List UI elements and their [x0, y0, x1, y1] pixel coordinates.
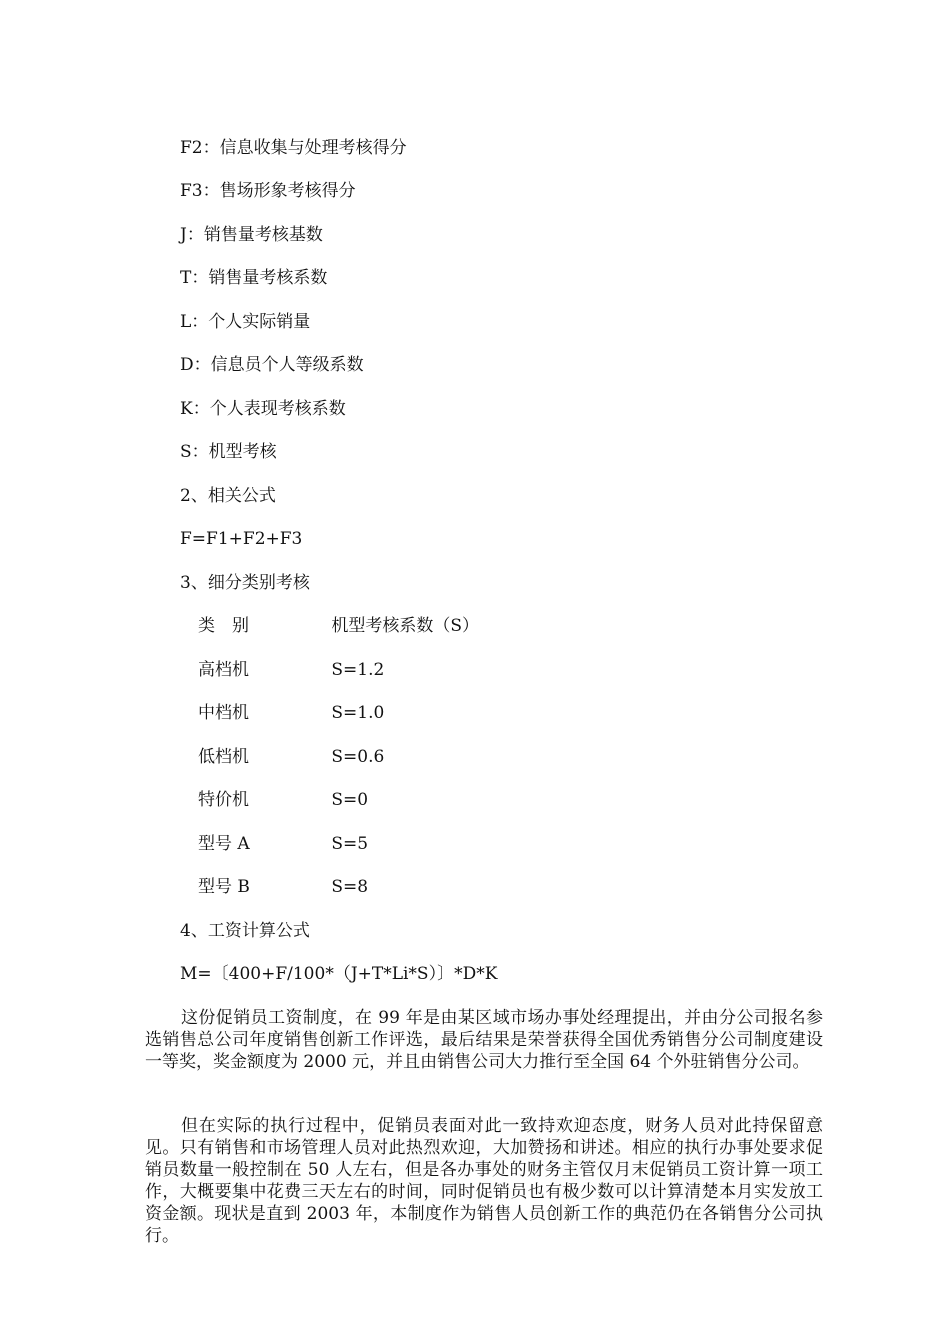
paragraph-history: 这份促销员工资制度，在 99 年是由某区域市场办事处经理提出，并由分公司报名参选销售总公司年度销售创新工作评选，最后结果是荣誉获得全国优秀销售分公司制度建设一等奖，奖金额度为 2000 元，并且由销售公司大力推行至全国 64 个外驻销售分公司。 — [145, 1008, 823, 1072]
definition-l: L：个人实际销量 — [180, 312, 311, 332]
table-row — [198, 789, 368, 811]
definition-t: T：销售量考核系数 — [180, 268, 328, 288]
definition-d: D：信息员个人等级系数 — [180, 355, 364, 375]
table-cell-coefficient: S=1.0 — [331, 703, 385, 723]
table-header-row — [198, 615, 479, 637]
table-cell-coefficient: S=0.6 — [331, 747, 385, 767]
definition-j: J：销售量考核基数 — [180, 225, 323, 245]
formula-f: F=F1+F2+F3 — [180, 529, 303, 549]
table-cell-category: 高档机 — [198, 660, 249, 680]
paragraph-execution: 但在实际的执行过程中，促销员表面对此一致持欢迎态度，财务人员对此持保留意见。只有销售和市场管理人员对此热烈欢迎，大加赞扬和讲述。相应的执行办事处要求促销员数量一般控制在 50 人左右，但是各办事处的财务主管仅月末促销员工资计算一项工作，大概要集中花费三天左右的时间，同时促销员也有极少数可以计算清楚本月实发放工资金额。现状是直到 2003 年，本制度作为销售人员创新工作的典范仍在各销售分公司执行。 — [145, 1116, 823, 1246]
table-cell-category: 特价机 — [198, 790, 249, 810]
definition-f2: F2：信息收集与处理考核得分 — [180, 138, 407, 158]
table-cell-coefficient: S=8 — [331, 877, 369, 897]
table-row — [198, 876, 368, 898]
definition-f3: F3：售场形象考核得分 — [180, 181, 356, 201]
table-cell-category: 中档机 — [198, 703, 249, 723]
table-cell-category: 低档机 — [198, 747, 249, 767]
definition-k: K：个人表现考核系数 — [180, 399, 346, 419]
table-cell-category: 型号 B — [198, 877, 250, 897]
section-4-heading: 4、工资计算公式 — [180, 921, 310, 941]
table-cell-coefficient: S=5 — [331, 834, 369, 854]
definition-s: S：机型考核 — [180, 442, 277, 462]
table-cell-category: 型号 A — [198, 834, 250, 854]
table-row — [198, 833, 368, 855]
table-cell-coefficient: S=0 — [331, 790, 369, 810]
table-header-coefficient: 机型考核系数（S） — [331, 616, 480, 636]
table-cell-coefficient: S=1.2 — [331, 660, 385, 680]
table-row — [198, 659, 384, 681]
table-header-category: 类 别 — [198, 616, 249, 636]
section-3-heading: 3、细分类别考核 — [180, 573, 310, 593]
section-2-heading: 2、相关公式 — [180, 486, 276, 506]
table-row — [198, 702, 384, 724]
formula-m: M=〔400+F/100*（J+T*Li*S）〕*D*K — [180, 964, 498, 984]
table-row — [198, 746, 384, 768]
